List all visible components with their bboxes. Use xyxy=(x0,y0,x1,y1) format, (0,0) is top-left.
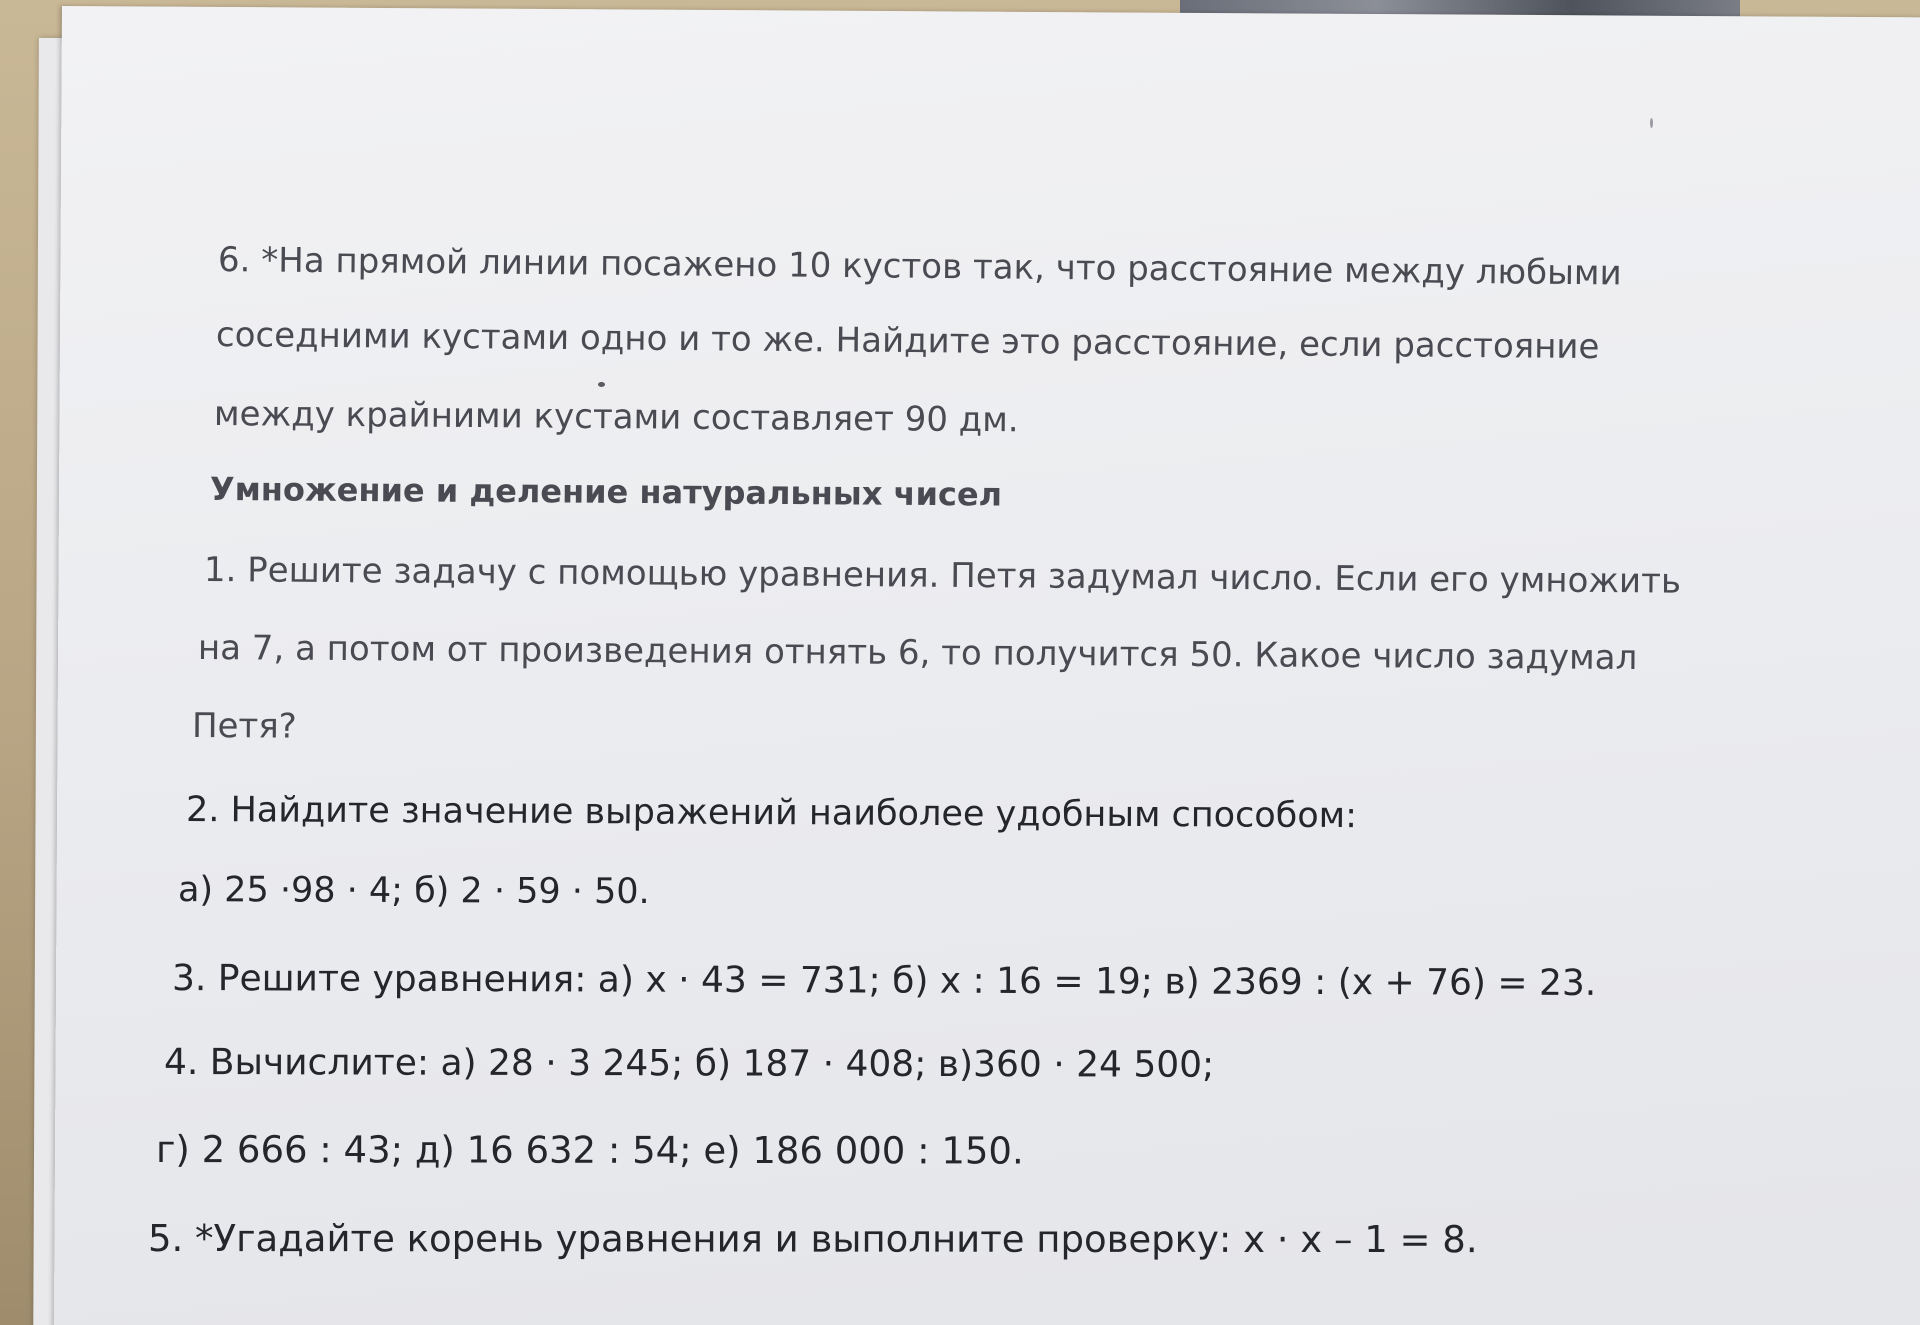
task-2-line-1: 2. Найдите значение выражений наиболее удобным способом: xyxy=(185,790,1358,837)
task-5: 5. *Угадайте корень уравнения и выполните проверку: х · х – 1 = 8. xyxy=(147,1217,1478,1262)
task-4-line-1: 4. Вычислите: а) 28 · 3 245; б) 187 · 408; в)360 · 24 500; xyxy=(163,1042,1215,1086)
task-1-line-2: на 7, а потом от произведения отнять 6, то получится 50. Какое число задумал xyxy=(197,628,1638,679)
problem-6-line-1: 6. *На прямой линии посажено 10 кустов так, что расстояние между любыми xyxy=(217,240,1622,294)
task-1-line-1: 1. Решите задачу с помощью уравнения. Петя задумал число. Если его умножить xyxy=(203,550,1682,602)
ink-speck xyxy=(598,382,605,387)
paper-mark xyxy=(1650,118,1653,128)
section-title: Умножение и деление натуральных чисел xyxy=(209,470,1003,514)
task-2-line-2: а) 25 ·98 · 4; б) 2 · 59 · 50. xyxy=(177,870,650,913)
problem-6-line-3: между крайними кустами составляет 90 дм. xyxy=(213,394,1019,441)
task-1-line-3: Петя? xyxy=(191,706,297,747)
problem-6-line-2: соседними кустами одно и то же. Найдите это расстояние, если расстояние xyxy=(215,315,1600,368)
task-4-line-2: г) 2 666 : 43; д) 16 632 : 54; е) 186 000 : 150. xyxy=(155,1128,1024,1173)
task-3: 3. Решите уравнения: а) х · 43 = 731; б) х : 16 = 19; в) 2369 : (х + 76) = 23. xyxy=(171,958,1597,1004)
